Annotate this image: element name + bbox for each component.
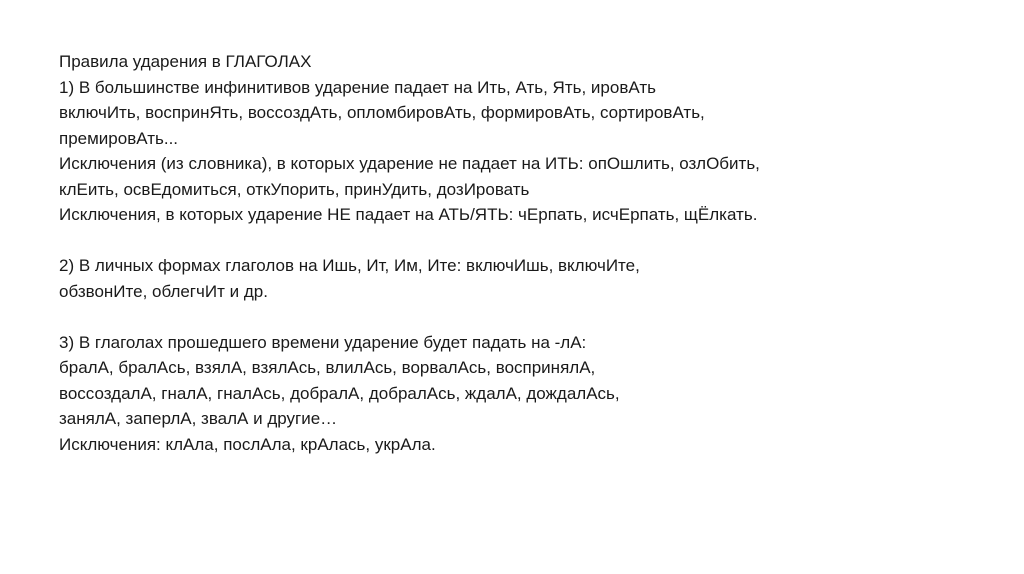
- rule-2-line-1: 2) В личных формах глаголов на Ишь, Ит, Им, Ите: включИшь, включИте,: [59, 256, 640, 275]
- paragraph-spacer: [59, 304, 979, 330]
- rule-3-heading: 3) В глаголах прошедшего времени ударение будет падать на -лА:: [59, 332, 587, 352]
- rule-3-examples-line-3: занялА, заперлА, звалА и другие…: [59, 409, 338, 428]
- slide-text-body: [59, 49, 979, 457]
- rule-1-heading: 1) В большинстве инфинитивов ударение падает на Ить, Ать, Ять, ировАть: [59, 77, 656, 97]
- rule-1-examples-line-1: включИть, воспринЯть, воссоздАть, опломбировАть, формировАть, сортировАть,: [59, 103, 705, 122]
- rule-1-exceptions-it-line-1: Исключения (из словника), в которых ударение не падает на ИТЬ: опОшлить, озлОбить,: [59, 154, 760, 173]
- rule-1-exceptions-at: Исключения, в которых ударение НЕ падает на АТЬ/ЯТЬ: чЕрпать, исчЕрпать, щЁлкать.: [59, 205, 758, 224]
- rule-2-line-2: обзвонИте, облегчИт и др.: [59, 281, 268, 301]
- rule-1-exceptions-it-line-2: клЕить, освЕдомиться, откУпорить, принУдить, дозИровать: [59, 179, 530, 199]
- rule-3-examples-line-2: воссоздалА, гналА, гналАсь, добралА, добралАсь, ждалА, дождалАсь,: [59, 383, 620, 403]
- slide-title: Правила ударения в ГЛАГОЛАХ: [59, 52, 312, 71]
- paragraph-spacer: [59, 228, 979, 254]
- rule-1-examples-line-2: премировАть...: [59, 128, 179, 148]
- rule-3-examples-line-1: бралА, бралАсь, взялА, взялАсь, влилАсь, ворвалАсь, воспринялА,: [59, 358, 596, 377]
- rule-3-exceptions: Исключения: клАла, послАла, крАлась, укрАла.: [59, 434, 436, 454]
